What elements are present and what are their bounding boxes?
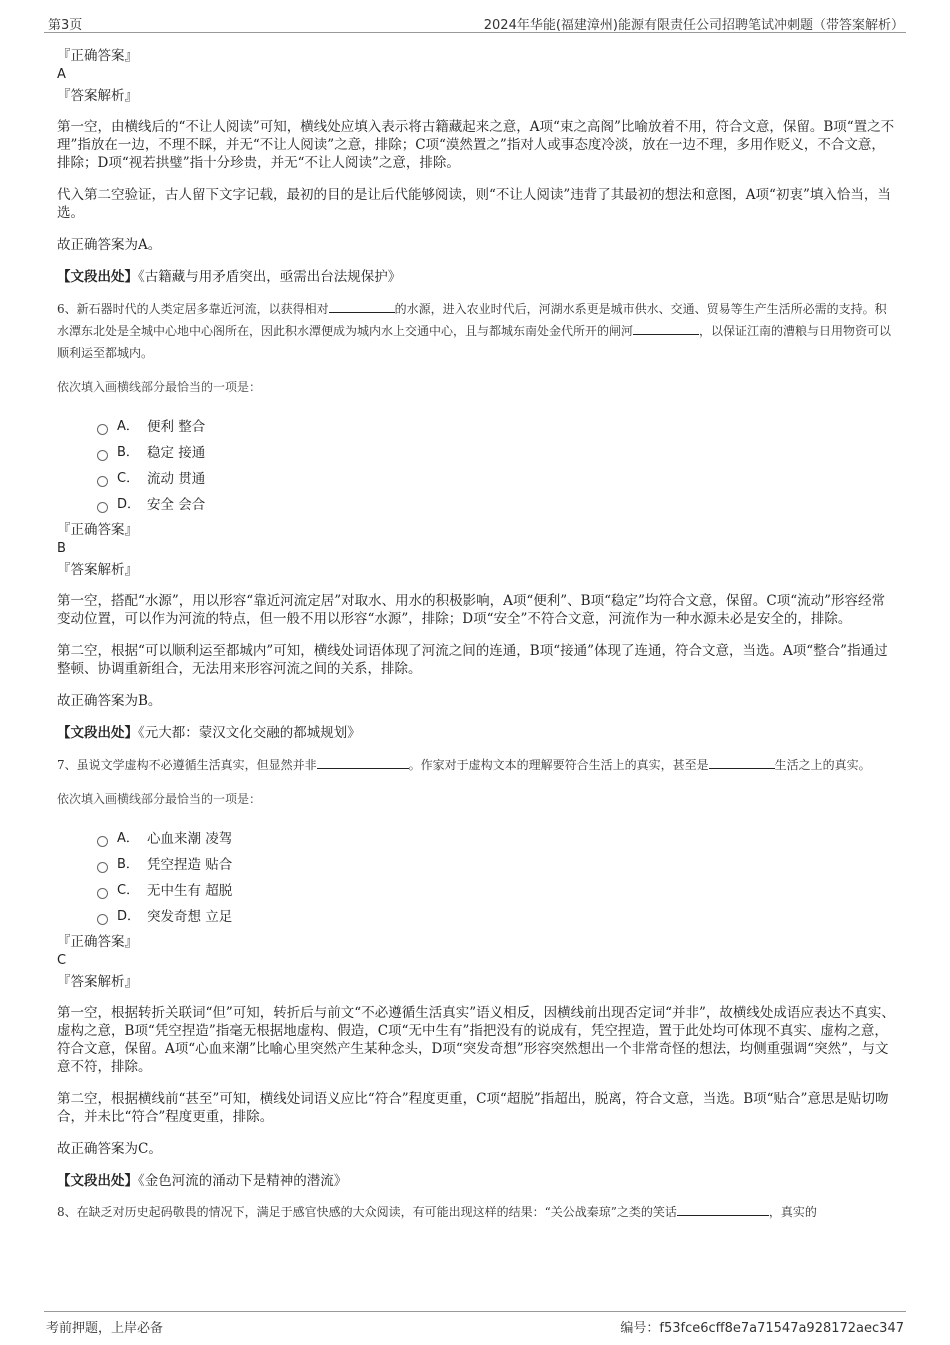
q6-option-b[interactable] <box>97 440 895 466</box>
q6-option-c[interactable] <box>97 466 895 492</box>
radio-icon[interactable] <box>97 862 108 873</box>
q5-source-title: 《古籍藏与用矛盾突出，亟需出台法规保护》 <box>138 269 402 285</box>
radio-icon[interactable] <box>97 424 108 435</box>
page-number: 第3页 <box>48 18 83 33</box>
q7-option-a[interactable] <box>97 826 895 852</box>
q8-stem-part2: ，真实的 <box>768 1205 817 1219</box>
q7-options <box>97 826 895 930</box>
source-tag: 【文段出处】 <box>57 1173 138 1189</box>
option-key: C． <box>117 883 140 898</box>
q6-stem <box>57 298 895 364</box>
correct-answer-label: 『正确答案』 <box>57 48 138 64</box>
option-text: 安全 会合 <box>147 497 206 513</box>
q6-analysis-1: 第一空，搭配“水源”，用以形容“靠近河流定居”对取水、用水的积极影响，A项“便利”、B项“稳定”均符合文意，保留。C项“流动”形容经常变动位置，可以作为河流的特点，但一般不用以形容“水源”，排除；D项“安全”不符合文意，河流作为一种水源未必是安全的，排除。 <box>57 593 886 627</box>
q7-option-b[interactable] <box>97 852 895 878</box>
analysis-label: 『答案解析』 <box>57 562 138 578</box>
option-key: B． <box>117 857 139 872</box>
q5-analysis-2: 代入第二空验证，古人留下文字记载，最初的目的是让后代能够阅读，则“不让人阅读”违背了其最初的想法和意图，A项“初衷”填入恰当，当选。 <box>57 187 891 221</box>
q6-analysis-2: 第二空，根据“可以顺利运至都城内”可知，横线处词语体现了河流之间的连通，B项“接通”体现了连通，符合文意，当选。A项“整合”指通过整顿、协调重新组合，无法用来形容河流之间的关系，排除。 <box>57 643 888 677</box>
q7-source-title: 《金色河流的涌动下是精神的潜流》 <box>138 1173 348 1189</box>
q7-stem <box>57 754 895 776</box>
q6-option-d[interactable] <box>97 492 895 518</box>
option-key: A． <box>117 831 139 846</box>
q7-stem-part3: 生活之上的真实。 <box>774 758 871 772</box>
option-key: D． <box>117 497 141 512</box>
radio-icon[interactable] <box>97 502 108 513</box>
q6-source-title: 《元大都：蒙汉文化交融的都城规划》 <box>138 725 361 741</box>
q8-stem <box>57 1202 895 1222</box>
q6-instruction: 依次填入画横线部分最恰当的一项是： <box>57 380 262 394</box>
q6-blank-2 <box>633 322 699 335</box>
q7-instruction: 依次填入画横线部分最恰当的一项是： <box>57 792 262 806</box>
q6-stem-part2: 的水源，进入农业时代后，河湖水系更是城市供水、交通、贸易等生产生活所必需的支持。积水潭东北处是全城中心地中心阁所在，因此积水潭便成为城内水上交通中心，且与都城东南处金代所开的闸河 <box>57 302 887 338</box>
option-text: 心血来潮 凌驾 <box>147 831 233 847</box>
q7-analysis-1: 第一空，根据转折关联词“但”可知，转折后与前文“不必遵循生活真实”语义相反，因横线前出现否定词“并非”，故横线处成语应表达不真实、虚构之意，B项“凭空捏造”指毫无根据地虚构、假造，C项“无中生有”指把没有的说成有，凭空捏造，置于此处均可体现不真实、虚构之意，符合文意，保留。A项“心血来潮”比喻心里突然产生某种念头，D项“突发奇想”形容突然想出一个非常奇怪的想法，均侧重强调“突然”，与文意不符，排除。 <box>57 1005 895 1075</box>
q7-blank-1 <box>317 756 409 769</box>
q8-blank-1 <box>677 1203 769 1216</box>
q8-stem-part1: 8、在缺乏对历史起码敬畏的情况下，满足于感官快感的大众阅读，有可能出现这样的结果：“关公战秦琼”之类的笑话 <box>57 1205 677 1219</box>
radio-icon[interactable] <box>97 476 108 487</box>
q5-source <box>57 268 895 286</box>
q5-analysis-1: 第一空，由横线后的“不让人阅读”可知，横线处应填入表示将古籍藏起来之意，A项“束之高阁”比喻放着不用，符合文意，保留。B项“置之不理”指放在一边，不理不睬，并无“不让人阅读”之意，排除；C项“漠然置之”指对人或事态度冷淡，放在一边不理，多用作贬义，不合文意，排除；D项“视若拱璧”指十分珍贵，并无“不让人阅读”之意，排除。 <box>57 119 895 171</box>
q7-option-d[interactable] <box>97 904 895 930</box>
option-text: 稳定 接通 <box>147 445 206 461</box>
q6-stem-part3: ，以保证江南的漕粮与日用物资可以顺利运至都城内。 <box>57 324 892 360</box>
q5-answer: A <box>57 67 66 82</box>
page-footer <box>44 1311 906 1338</box>
q7-stem-part1: 7、虽说文学虚构不必遵循生活真实，但显然并非 <box>57 758 317 772</box>
q6-options <box>97 414 895 518</box>
option-text: 便利 整合 <box>147 419 206 435</box>
q6-stem-part1: 6、新石器时代的人类定居多靠近河流，以获得相对 <box>57 302 329 316</box>
q7-option-c[interactable] <box>97 878 895 904</box>
option-text: 无中生有 超脱 <box>147 883 233 899</box>
q7-blank-2 <box>709 756 775 769</box>
option-text: 凭空捏造 贴合 <box>147 857 233 873</box>
page-content <box>57 46 895 1222</box>
q7-answer: C <box>57 953 67 968</box>
option-key: B． <box>117 445 139 460</box>
q7-analysis-3: 故正确答案为C。 <box>57 1141 162 1157</box>
source-tag: 【文段出处】 <box>57 725 138 741</box>
correct-answer-label: 『正确答案』 <box>57 934 138 950</box>
source-tag: 【文段出处】 <box>57 269 138 285</box>
q6-analysis-3: 故正确答案为B。 <box>57 693 162 709</box>
document-id: 编号：f53fce6cff8e7a71547a928172aec347 <box>620 1321 904 1336</box>
option-text: 突发奇想 立足 <box>147 909 233 925</box>
page-header <box>44 10 906 33</box>
q5-analysis-3: 故正确答案为A。 <box>57 237 162 253</box>
document-title: 2024年华能(福建漳州)能源有限责任公司招聘笔试冲刺题（带答案解析） <box>483 18 904 33</box>
q6-answer: B <box>57 541 66 556</box>
footer-slogan: 考前押题，上岸必备 <box>46 1321 164 1336</box>
option-key: D． <box>117 909 141 924</box>
option-text: 流动 贯通 <box>147 471 206 487</box>
radio-icon[interactable] <box>97 450 108 461</box>
q6-source <box>57 724 895 742</box>
radio-icon[interactable] <box>97 836 108 847</box>
q7-source <box>57 1172 895 1190</box>
analysis-label: 『答案解析』 <box>57 88 138 104</box>
q6-option-a[interactable] <box>97 414 895 440</box>
radio-icon[interactable] <box>97 914 108 925</box>
q7-stem-part2: 。作家对于虚构文本的理解要符合生活上的真实，甚至是 <box>408 758 709 772</box>
radio-icon[interactable] <box>97 888 108 899</box>
option-key: C． <box>117 471 140 486</box>
q7-analysis-2: 第二空，根据横线前“甚至”可知，横线处词语义应比“符合”程度更重，C项“超脱”指超出，脱离，符合文意，当选。B项“贴合”意思是贴切吻合，并未比“符合”程度更重，排除。 <box>57 1091 889 1125</box>
option-key: A． <box>117 419 139 434</box>
correct-answer-label: 『正确答案』 <box>57 522 138 538</box>
analysis-label: 『答案解析』 <box>57 974 138 990</box>
q6-blank-1 <box>329 300 395 313</box>
